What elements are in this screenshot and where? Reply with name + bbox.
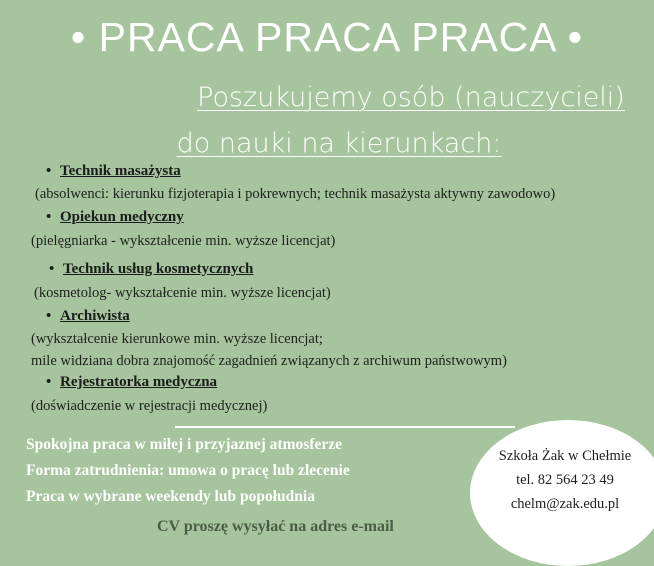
job-title-rejestratorka: • Rejestratorka medyczna: [60, 374, 217, 391]
job-desc-opiekun: (pielęgniarka - wykształcenie min. wyższe licencjat): [31, 233, 336, 249]
headline: • PRACA PRACA PRACA •: [70, 14, 584, 60]
benefit-atmosphere: Spokojna praca w miłej i przyjaznej atmosferze: [26, 436, 342, 453]
job-title-kosmetyczny: • Technik usług kosmetycznych: [63, 261, 253, 278]
job-desc-rejestratorka: (doświadczenie w rejestracji medycznej): [31, 398, 268, 414]
contact-phone: tel. 82 564 23 49: [516, 472, 614, 488]
job-title-archiwista: • Archiwista: [60, 308, 130, 325]
divider-line: [175, 426, 515, 428]
job-desc-kosmetyczny: (kosmetolog- wykształcenie min. wyższe licencjat): [34, 285, 331, 301]
job-desc-masazysta: (absolwenci: kierunku fizjoterapia i pokrewnych; technik masażysta aktywny zawodowo): [35, 186, 556, 202]
contact-school: Szkoła Żak w Chełmie: [498, 448, 632, 464]
subtitle-line-1: Poszukujemy osób (nauczycieli): [197, 82, 625, 113]
contact-badge: [470, 420, 654, 566]
subtitle-line-2: do nauki na kierunkach:: [176, 128, 502, 159]
benefit-contract: Forma zatrudnienia: umowa o pracę lub zlecenie: [26, 462, 350, 479]
contact-email[interactable]: chelm@zak.edu.pl: [510, 496, 620, 512]
benefit-schedule: Praca w wybrane weekendy lub popołudnia: [26, 488, 315, 505]
cv-note: CV proszę wysyłać na adres e-mail: [157, 518, 394, 535]
job-desc-archiwista-1: (wykształcenie kierunkowe min. wyższe licencjat;: [31, 331, 323, 347]
job-title-opiekun: • Opiekun medyczny: [60, 209, 184, 226]
job-desc-archiwista-2: mile widziana dobra znajomość zagadnień związanych z archiwum państwowym): [31, 353, 507, 369]
job-title-masazysta: • Technik masażysta: [60, 163, 181, 180]
